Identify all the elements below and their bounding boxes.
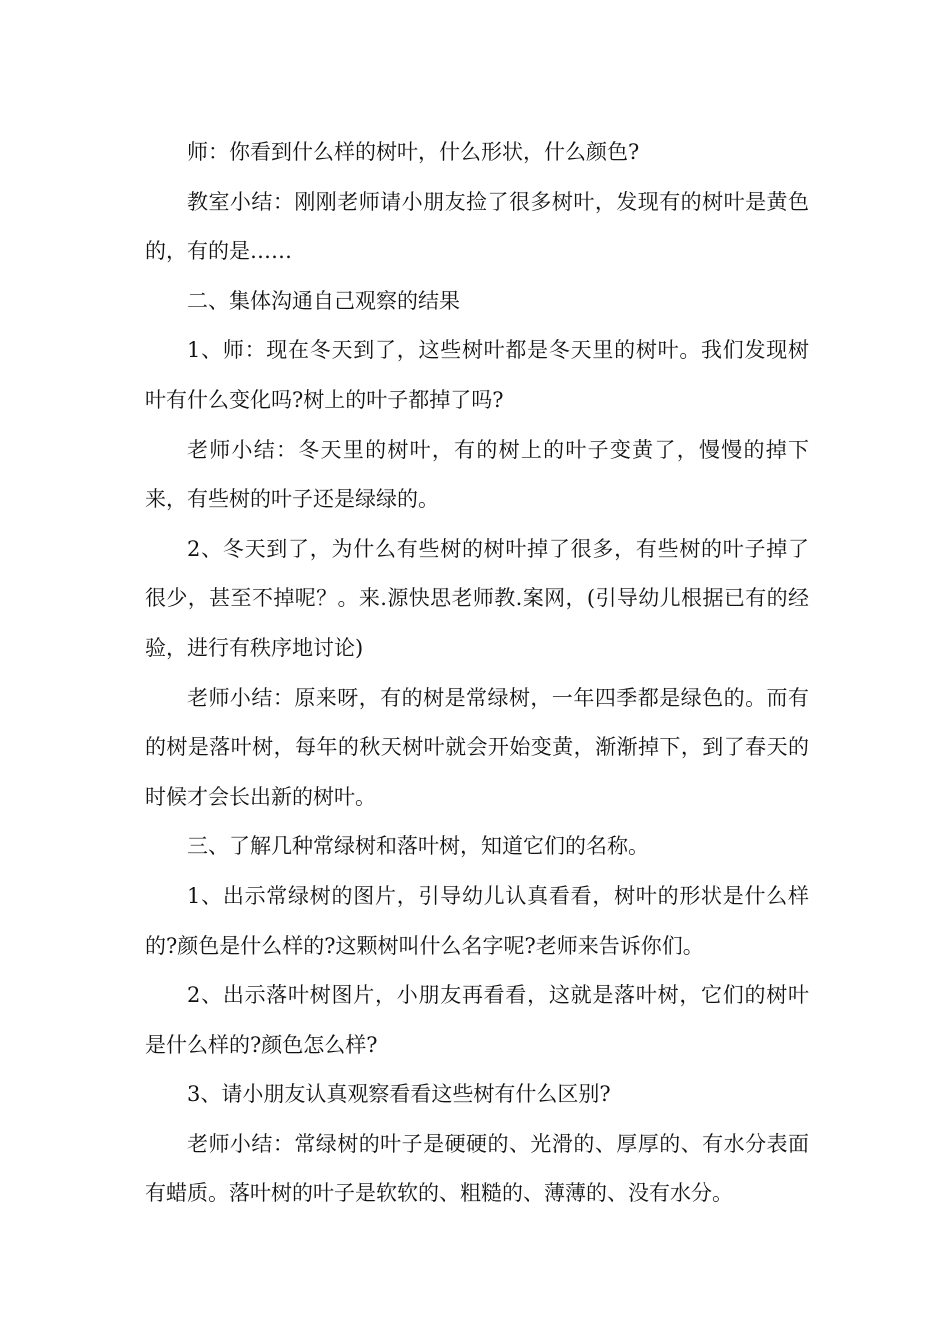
document-body xyxy=(145,128,809,1219)
paragraph: 老师小结：冬天里的树叶，有的树上的叶子变黄了，慢慢的掉下来，有些树的叶子还是绿绿的。 xyxy=(145,437,809,512)
paragraph: 1、师：现在冬天到了，这些树叶都是冬天里的树叶。我们发现树叶有什么变化吗?树上的叶子都掉了吗? xyxy=(145,338,809,412)
section-heading: 二、集体沟通自己观察的结果 xyxy=(187,288,460,313)
paragraph: 老师小结：原来呀，有的树是常绿树，一年四季都是绿色的。而有的树是落叶树，每年的秋天树叶就会开始变黄，渐渐掉下，到了春天的时候才会长出新的树叶。 xyxy=(145,685,809,809)
paragraph: 2、出示落叶树图片，小朋友再看看，这就是落叶树，它们的树叶是什么样的?颜色怎么样? xyxy=(145,983,809,1057)
paragraph: 3、请小朋友认真观察看看这些树有什么区别? xyxy=(187,1082,611,1107)
section-heading: 三、了解几种常绿树和落叶树，知道它们的名称。 xyxy=(187,834,649,859)
paragraph: 2、冬天到了，为什么有些树的树叶掉了很多，有些树的叶子掉了很少，甚至不掉呢？。来.源快思老师教.案网，(引导幼儿根据已有的经验，进行有秩序地讨论) xyxy=(145,536,809,660)
paragraph: 教室小结：刚刚老师请小朋友捡了很多树叶，发现有的树叶是黄色的，有的是…… xyxy=(145,189,809,264)
paragraph: 师：你看到什么样的树叶，什么形状，什么颜色? xyxy=(187,140,640,164)
paragraph: 1、出示常绿树的图片，引导幼儿认真看看，树叶的形状是什么样的?颜色是什么样的?这颗树叫什么名字呢?老师来告诉你们。 xyxy=(145,883,809,958)
paragraph: 老师小结：常绿树的叶子是硬硬的、光滑的、厚厚的、有水分表面有蜡质。落叶树的叶子是软软的、粗糙的、薄薄的、没有水分。 xyxy=(145,1131,809,1206)
